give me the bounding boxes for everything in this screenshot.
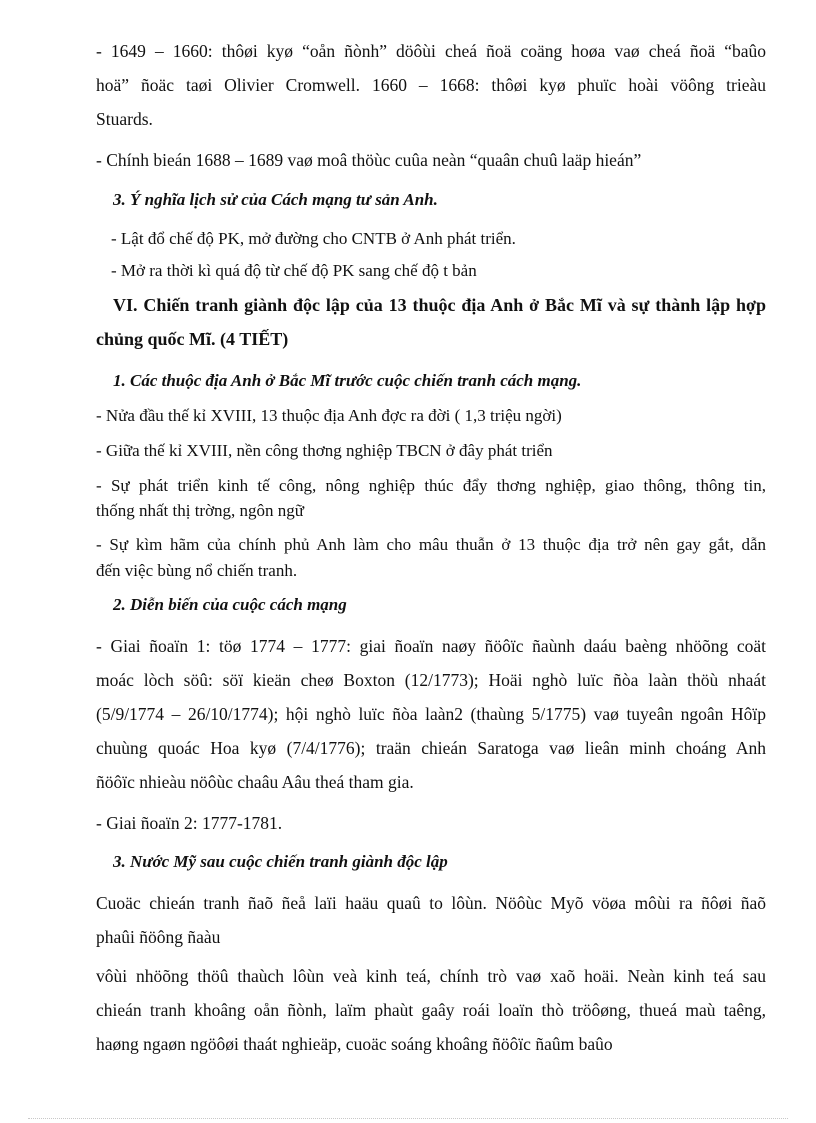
- paragraph-line: - Giai ñoaïn 1: töø 1774 – 1777: giai ñoaïn naøy ñöôïc ñaùnh daáu baèng nhöõng coät: [96, 636, 766, 656]
- bullet-item: - Giữa thế kỉ XVIII, nền công thơng nghiệp TBCN ở đây phát triển: [96, 441, 553, 460]
- paragraph-line: phaûi ñöông ñaàu: [96, 927, 221, 947]
- paragraph-line: haøng ngaøn ngöôøi thaát nghieäp, cuoäc soáng khoâng ñöôïc ñaûm baûo: [96, 1034, 613, 1054]
- section-heading: 2. Diễn biến của cuộc cách mạng: [113, 595, 347, 614]
- section-heading: 3. Nước Mỹ sau cuộc chiến tranh giành độc lập: [113, 852, 448, 871]
- bullet-item: - Nửa đầu thế kỉ XVIII, 13 thuộc địa Anh đợc ra đời ( 1,3 triệu ngời): [96, 406, 562, 425]
- bullet-item: thống nhất thị trờng, ngôn ngữ: [96, 501, 305, 520]
- paragraph-line: chuùng quoác Hoa kyø (7/4/1776); traän chieán Saratoga vaø lieân minh choáng Anh: [96, 738, 766, 758]
- paragraph-line: Cuoäc chieán tranh ñaõ ñeå laïi haäu quaû to lôùn. Nöôùc Myõ vöøa môùi ra ñôøi ñaõ: [96, 893, 766, 913]
- paragraph-line: chieán tranh khoâng oån ñònh, laïm phaùt gaây roái loaïn thò tröôøng, thueá maù taêng,: [96, 1000, 766, 1020]
- chapter-heading: chủng quốc Mĩ. (4 TIẾT): [96, 329, 289, 349]
- paragraph-line: vôùi nhöõng thöû thaùch lôùn veà kinh teá, chính trò vaø xaõ hoäi. Neàn kinh teá sau: [96, 966, 766, 986]
- paragraph-line: ñöôïc nhieàu nöôùc chaâu Aâu theá tham gia.: [96, 772, 414, 792]
- section-heading: 1. Các thuộc địa Anh ở Bắc Mĩ trước cuộc chiến tranh cách mạng.: [113, 371, 582, 390]
- paragraph-line: Stuards.: [96, 109, 153, 129]
- paragraph-line: - Giai ñoaïn 2: 1777-1781.: [96, 813, 283, 833]
- paragraph-line: hoä” ñoäc taøi Olivier Cromwell. 1660 – 1668: thôøi kyø phuïc hoài vöông trieàu: [96, 75, 766, 95]
- bullet-item: - Lật đổ chế độ PK, mở đường cho CNTB ở Anh phát triển.: [111, 229, 516, 248]
- bullet-item: - Sự kìm hãm của chính phủ Anh làm cho mâu thuẫn ở 13 thuộc địa trở nên gay gắt, dẫn: [96, 535, 766, 554]
- section-heading: 3. Ý nghĩa lịch sử của Cách mạng tư sản Anh.: [113, 190, 438, 209]
- bullet-item: - Mở ra thời kì quá độ từ chế độ PK sang chế độ t bản: [111, 261, 477, 280]
- paragraph-line: moác lòch söû: söï kieän cheø Boxton (12/1773); Hoäi nghò luïc ñòa laàn thöù nhaát: [96, 670, 766, 690]
- page-edge-divider: [28, 1118, 788, 1119]
- bullet-item: - Sự phát triển kinh tế công, nông nghiệp thúc đẩy thơng nghiệp, giao thông, thông tin,: [96, 476, 766, 495]
- paragraph-line: - 1649 – 1660: thôøi kyø “oån ñònh” döôùi cheá ñoä coäng hoøa vaø cheá ñoä “baûo: [96, 41, 766, 61]
- bullet-item: đến việc bùng nổ chiến tranh.: [96, 561, 298, 580]
- paragraph-line: - Chính bieán 1688 – 1689 vaø moâ thöùc cuûa neàn “quaân chuû laäp hieán”: [96, 150, 642, 170]
- paragraph-line: (5/9/1774 – 26/10/1774); hội nghò luïc ñòa laàn2 (thaùng 5/1775) vaø tuyeân ngoân Hôïp: [96, 704, 766, 724]
- chapter-heading: VI. Chiến tranh giành độc lập của 13 thuộc địa Anh ở Bắc Mĩ và sự thành lập hợp: [113, 295, 766, 315]
